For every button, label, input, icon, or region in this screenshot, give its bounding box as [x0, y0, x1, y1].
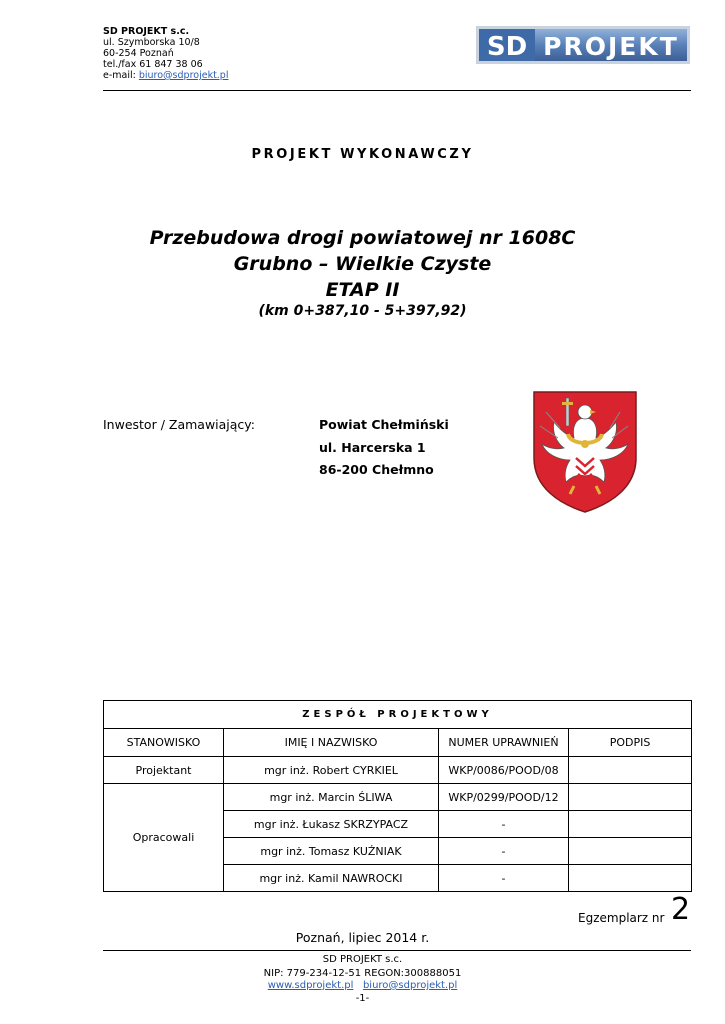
column-header-signature: PODPIS: [569, 729, 692, 757]
license-cell: -: [439, 865, 569, 892]
title-line-1: Przebudowa drogi powiatowej nr 1608C: [149, 227, 576, 249]
footer-ids: NIP: 779-234-12-51 REGON:300888051: [263, 968, 462, 979]
document-type: PROJEKT WYKONAWCZY: [251, 147, 474, 162]
name-cell: mgr inż. Kamil NAWROCKI: [224, 865, 439, 892]
company-street: ul. Szymborska 10/8: [103, 37, 200, 48]
name-cell: mgr inż. Marcin ŚLIWA: [224, 784, 439, 811]
license-cell: WKP/0299/POOD/12: [439, 784, 569, 811]
signature-cell: [569, 757, 692, 784]
footer-links: [0, 980, 725, 991]
column-header-name: IMIĘ I NAZWISKO: [224, 729, 439, 757]
name-cell: mgr inż. Łukasz SKRZYPACZ: [224, 811, 439, 838]
company-email-link[interactable]: biuro@sdprojekt.pl: [138, 70, 229, 81]
table-row: [104, 757, 692, 784]
name-cell: mgr inż. Robert CYRKIEL: [224, 757, 439, 784]
investor-label: Inwestor / Zamawiający:: [103, 417, 256, 432]
footer-divider: [103, 950, 691, 951]
design-team-table: [103, 700, 692, 892]
header-divider: [103, 90, 691, 91]
company-phone: tel./fax 61 847 38 06: [103, 59, 203, 70]
page-number: -1-: [355, 993, 370, 1004]
title-line-3: ETAP II: [325, 279, 400, 301]
investor-street: ul. Harcerska 1: [319, 440, 426, 455]
title-line-4: (km 0+387,10 - 5+397,92): [258, 303, 467, 319]
footer-website-link[interactable]: www.sdprojekt.pl: [267, 980, 354, 991]
column-header-position: STANOWISKO: [104, 729, 224, 757]
investor-city: 86-200 Chełmno: [319, 462, 434, 477]
coat-of-arms-eagle-icon: [530, 388, 640, 514]
place-date: Poznań, lipiec 2014 r.: [295, 930, 430, 945]
title-line-2: Grubno – Wielkie Czyste: [233, 253, 492, 275]
copy-label: Egzemplarz nr: [578, 911, 665, 925]
license-cell: -: [439, 838, 569, 865]
email-label: e-mail:: [103, 70, 136, 81]
license-cell: -: [439, 811, 569, 838]
name-cell: mgr inż. Tomasz KUŹNIAK: [224, 838, 439, 865]
logo-projekt-text: PROJEKT: [543, 32, 679, 61]
team-heading: ZESPÓŁ PROJEKTOWY: [104, 701, 692, 729]
table-row: [104, 784, 692, 811]
logo-sd-text: SD: [486, 32, 528, 62]
sd-projekt-logo: [476, 26, 690, 64]
role-cell: Opracowali: [104, 784, 224, 892]
signature-cell: [569, 838, 692, 865]
footer-company: SD PROJEKT s.c.: [322, 954, 403, 965]
footer-email-link[interactable]: biuro@sdprojekt.pl: [362, 980, 458, 991]
column-header-license: NUMER UPRAWNIEŃ: [439, 729, 569, 757]
investor-name: Powiat Chełmiński: [319, 417, 449, 432]
company-city: 60-254 Poznań: [103, 48, 174, 59]
signature-cell: [569, 784, 692, 811]
signature-cell: [569, 811, 692, 838]
signature-cell: [569, 865, 692, 892]
license-cell: WKP/0086/POOD/08: [439, 757, 569, 784]
role-cell: Projektant: [104, 757, 224, 784]
company-name: SD PROJEKT s.c.: [103, 26, 190, 37]
company-address-block: [103, 26, 228, 81]
copy-number: 2: [671, 892, 691, 927]
company-email-line: [103, 70, 228, 81]
